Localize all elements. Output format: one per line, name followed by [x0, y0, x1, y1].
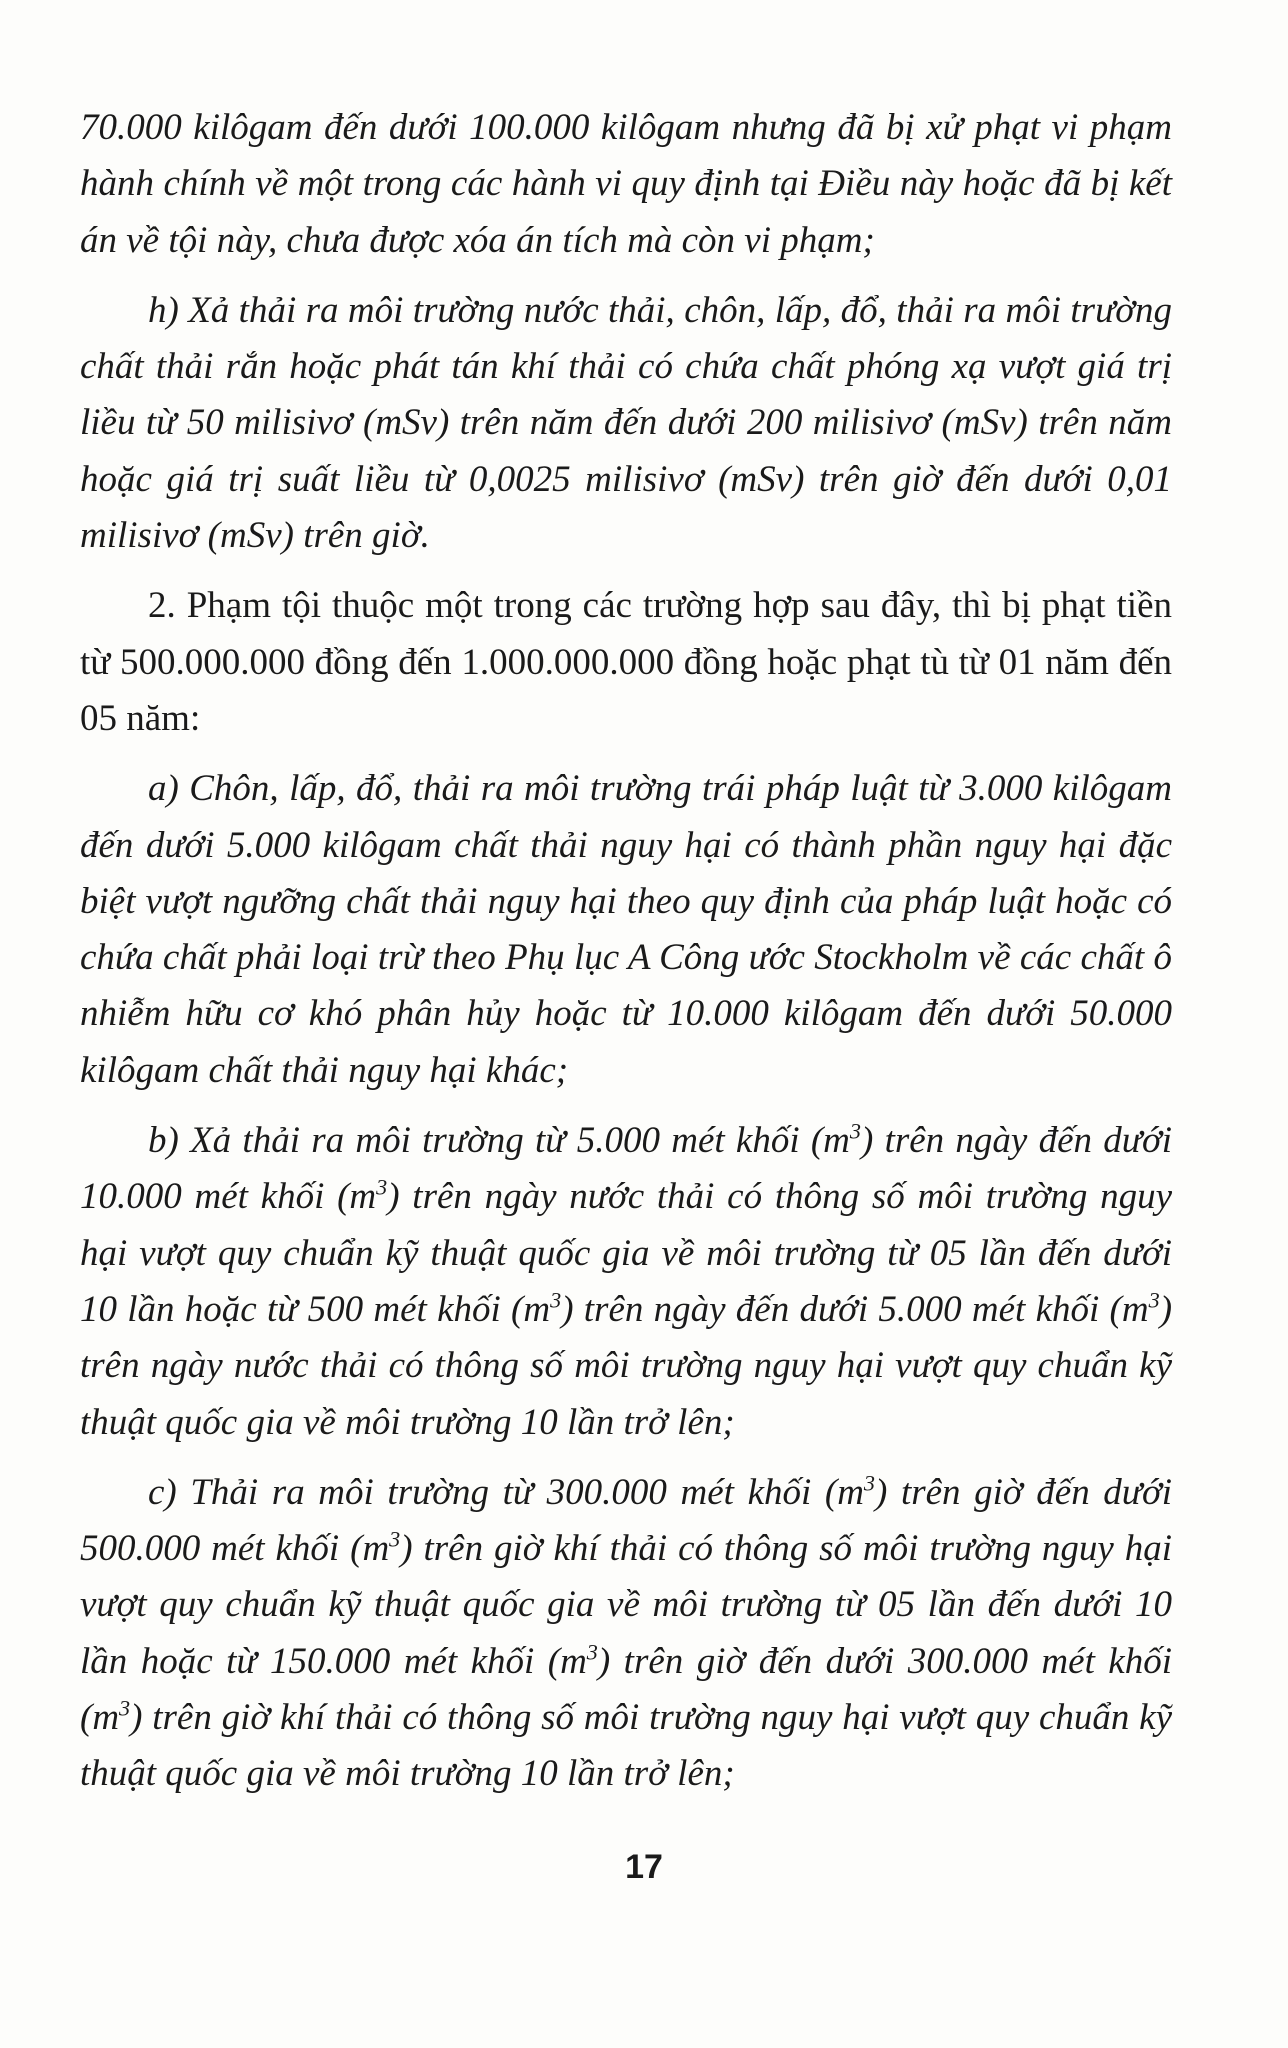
text-segment: ) trên giờ đến dưới 300.000 mét khối (m: [80, 1640, 1173, 1739]
text-segment: ) trên ngày nước thải có thông số môi trường nguy hại vượt quy chuẩn kỹ thuật quốc gia về môi trường 10 lần trở lên;: [80, 1288, 1173, 1443]
body-text: [80, 100, 1172, 1803]
paragraph-gap: [80, 564, 1172, 578]
superscript-exponent: 3: [849, 1118, 861, 1144]
text-segment: a) Chôn, lấp, đổ, thải ra môi trường trái pháp luật từ 3.000 kilôgam đến dưới 5.000 kilôgam chất thải nguy hại có thành phần nguy hại đặc biệt vượt ngưỡng chất thải nguy hại theo quy định của pháp luật hoặc có chứa chất phải loại trừ theo Phụ lục A Công ước Stockholm về các chất ô nhiễm hữu cơ khó phân hủy hoặc từ 10.000 kilôgam đến dưới 50.000 kilôgam chất thải nguy hại khác;: [80, 768, 1172, 1091]
paragraph-p3: [80, 761, 1172, 1099]
paragraph-gap: [80, 269, 1172, 283]
paragraph-p1: [80, 283, 1172, 564]
superscript-exponent: 3: [376, 1175, 388, 1201]
superscript-exponent: 3: [586, 1639, 598, 1665]
text-segment: c) Thải ra môi trường từ 300.000 mét khối (m: [148, 1471, 864, 1513]
superscript-exponent: 3: [389, 1526, 401, 1552]
text-segment: ) trên ngày đến dưới 5.000 mét khối (m: [561, 1288, 1149, 1330]
text-segment: b) Xả thải ra môi trường từ 5.000 mét khối (m: [148, 1120, 850, 1162]
paragraph-gap: [80, 747, 1172, 761]
page-number: 17: [625, 1848, 663, 1886]
paragraph-p2: [80, 578, 1172, 747]
text-segment: ) trên giờ khí thải có thông số môi trường nguy hại vượt quy chuẩn kỹ thuật quốc gia về môi trường từ 05 lần đến dưới 10 lần hoặc từ 150.000 mét khối (m: [80, 1528, 1172, 1682]
text-segment: 2. Phạm tội thuộc một trong các trường hợp sau đây, thì bị phạt tiền từ 500.000.000 đồng đến 1.000.000.000 đồng hoặc phạt tù từ 01 năm đến 05 năm:: [80, 585, 1172, 739]
paragraph-gap: [80, 1099, 1172, 1113]
superscript-exponent: 3: [550, 1287, 562, 1313]
text-segment: ) trên giờ khí thải có thông số môi trường nguy hại vượt quy chuẩn kỹ thuật quốc gia về môi trường 10 lần trở lên;: [80, 1697, 1172, 1795]
paragraph-gap: [80, 1451, 1172, 1465]
paragraph-p5: [80, 1465, 1172, 1803]
text-segment: 70.000 kilôgam đến dưới 100.000 kilôgam nhưng đã bị xử phạt vi phạm hành chính về một trong các hành vi quy định tại Điều này hoặc đã bị kết án về tội này, chưa được xóa án tích mà còn vi phạm;: [80, 107, 1172, 261]
text-segment: ) trên giờ đến dưới 500.000 mét khối (m: [80, 1471, 1173, 1570]
text-segment: h) Xả thải ra môi trường nước thải, chôn, lấp, đổ, thải ra môi trường chất thải rắn hoặc phát tán khí thải có chứa chất phóng xạ vượt giá trị liều từ 50 milisivơ (mSv) trên năm đến dưới 200 milisivơ (mSv) trên năm hoặc giá trị suất liều từ 0,0025 milisivơ (mSv) trên giờ đến dưới 0,01 milisivơ (mSv) trên giờ.: [80, 289, 1172, 557]
paragraph-p0: [80, 100, 1172, 269]
paragraph-p4: [80, 1113, 1172, 1451]
superscript-exponent: 3: [863, 1470, 876, 1496]
superscript-exponent: 3: [1148, 1287, 1160, 1313]
superscript-exponent: 3: [119, 1695, 131, 1721]
text-segment: ) trên ngày đến dưới 10.000 mét khối (m: [80, 1120, 1172, 1218]
text-segment: ) trên ngày nước thải có thông số môi trường nguy hại vượt quy chuẩn kỹ thuật quốc gia về môi trường từ 05 lần đến dưới 10 lần hoặc từ 500 mét khối (m: [80, 1176, 1172, 1330]
